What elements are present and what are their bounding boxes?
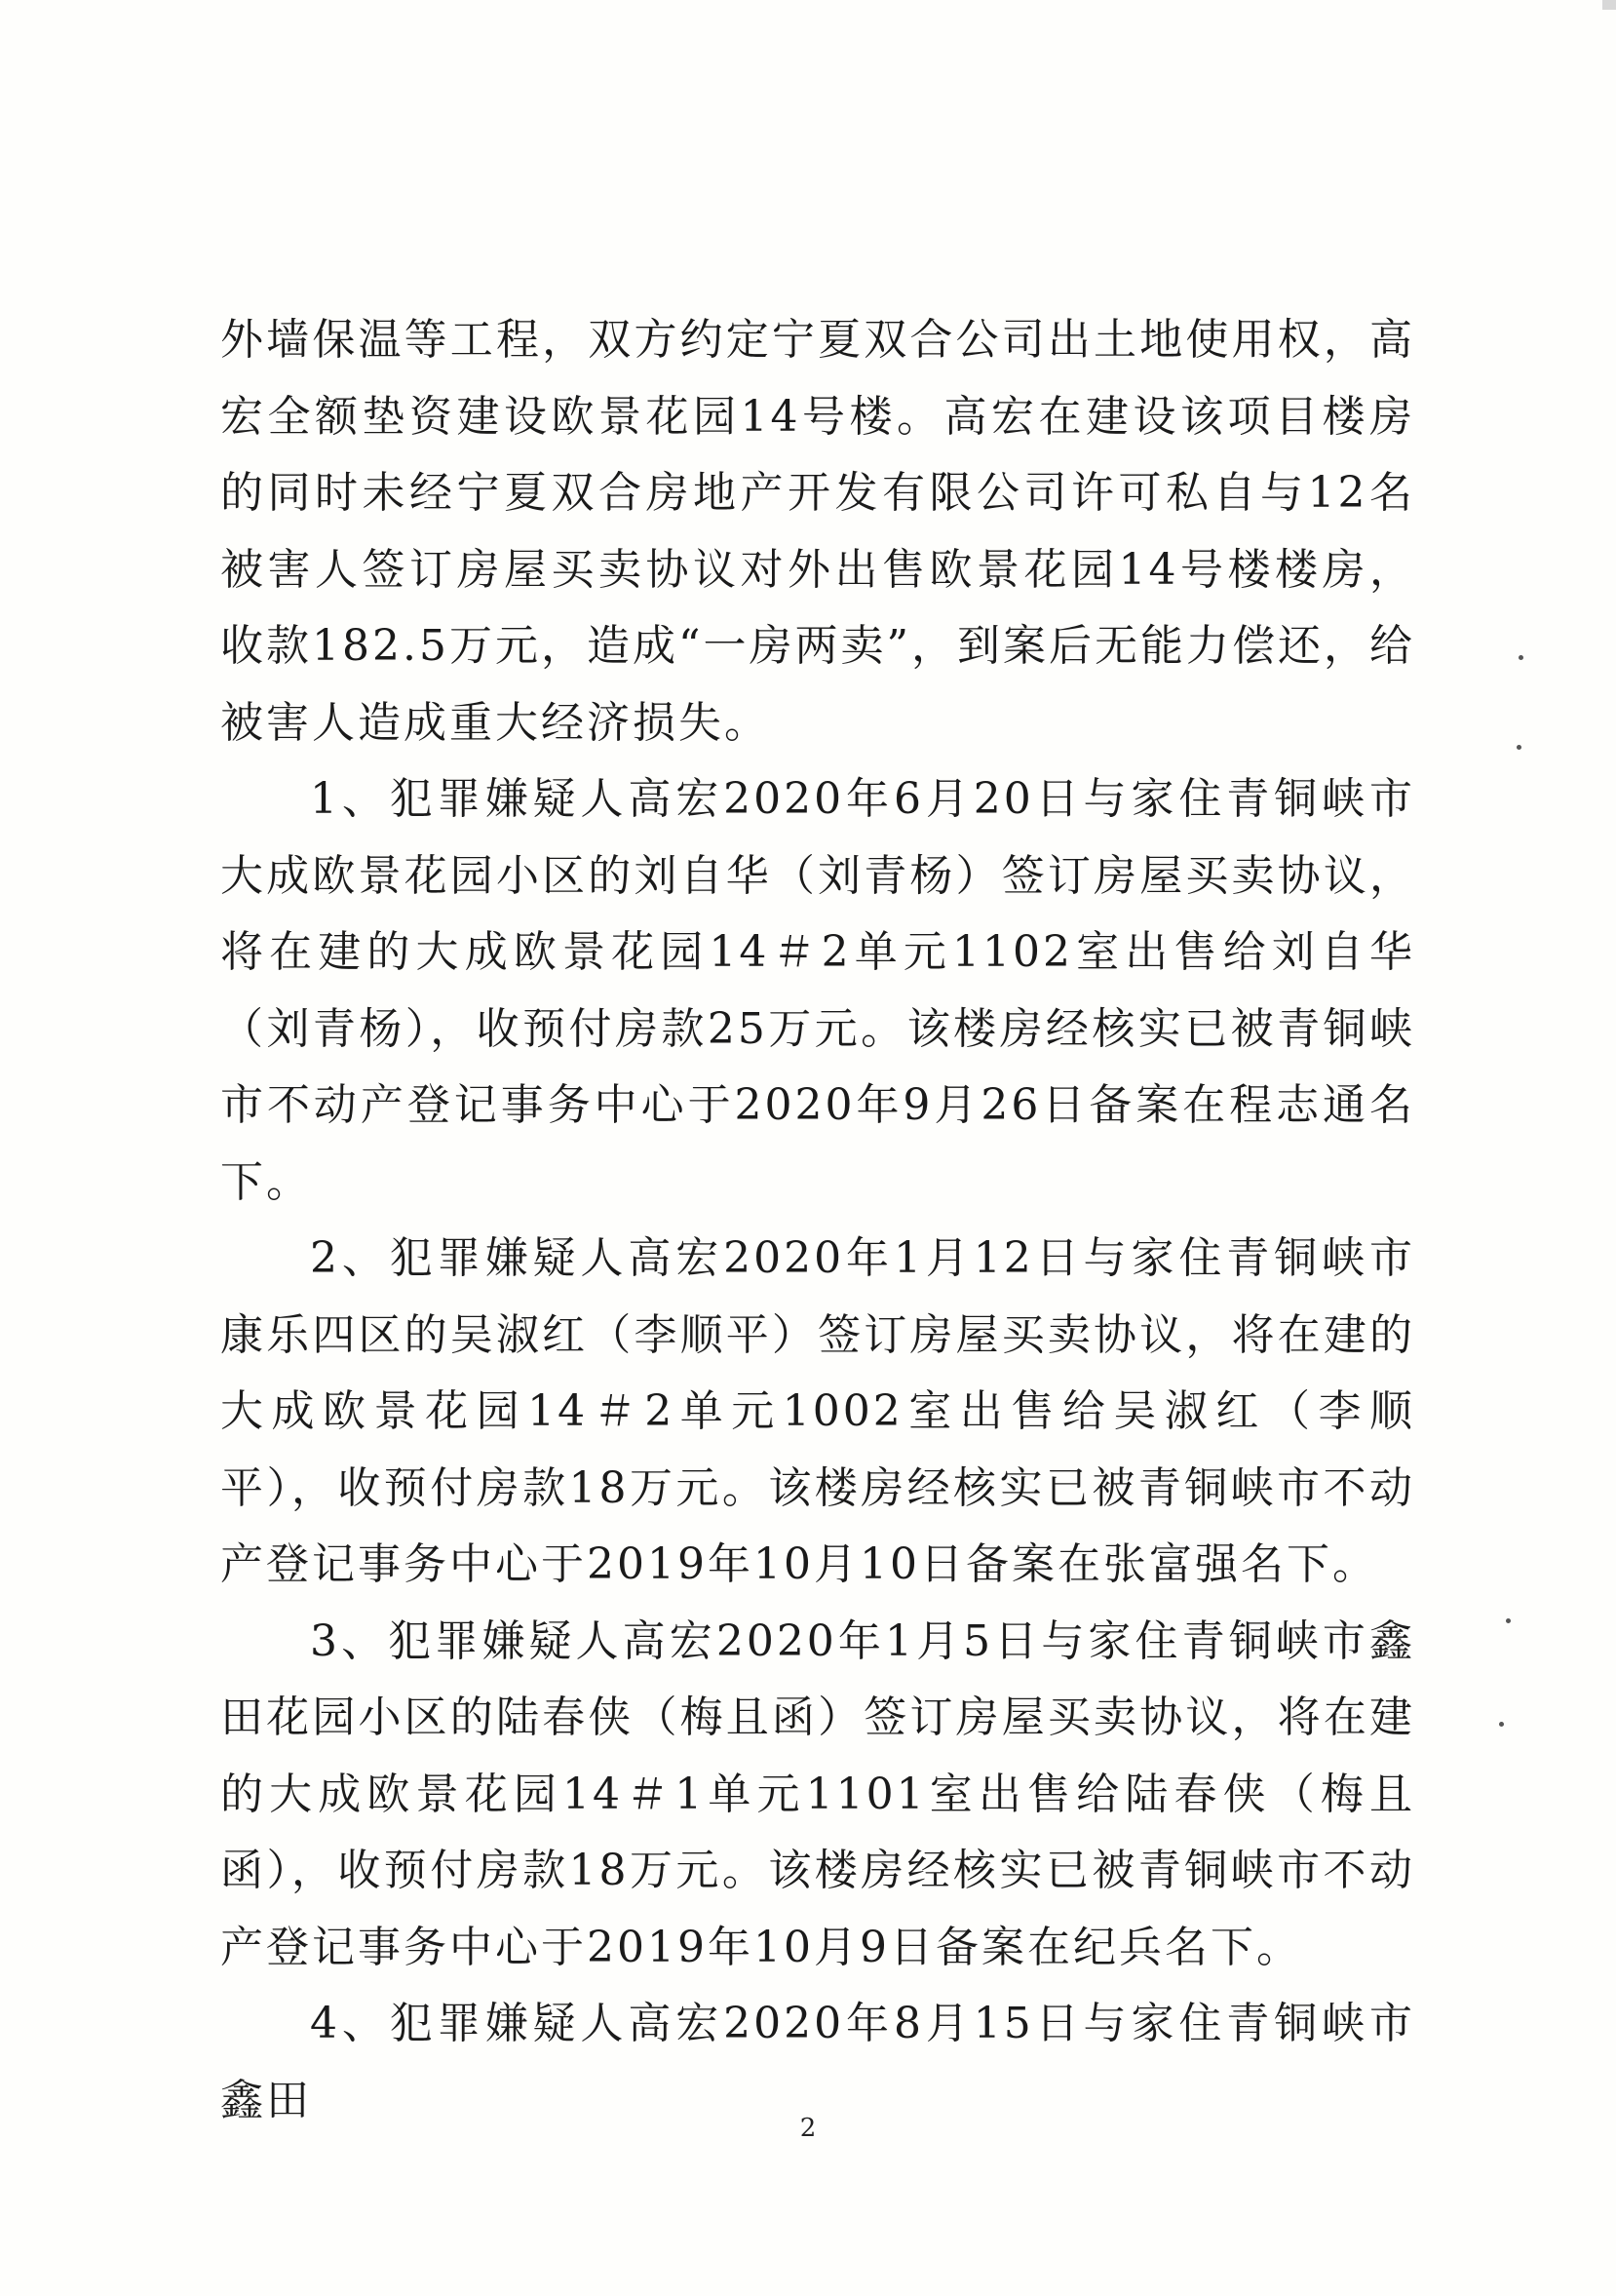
paragraph-item-2: 2、犯罪嫌疑人高宏2020年1月12日与家住青铜峡市康乐四区的吴淑红（李顺平）签订房屋买卖协议，将在建的大成欧景花园14＃2单元1002室出售给吴淑红（李顺平），收预付房款18万元。该楼房经核实已被青铜峡市不动产登记事务中心于2019年10月10日备案在张富强名下。 bbox=[220, 1233, 1415, 1589]
scan-corner-mark bbox=[1602, 0, 1616, 10]
paragraph-continuation: 外墙保温等工程，双方约定宁夏双合公司出土地使用权，高宏全额垫资建设欧景花园14号楼。高宏在建设该项目楼房的同时未经宁夏双合房地产开发有限公司许可私自与12名被害人签订房屋买卖协议对外出售欧景花园14号楼楼房，收款182.5万元，造成“一房两卖”，到案后无能力偿还，给被害人造成重大经济损失。 bbox=[220, 315, 1415, 748]
paragraph-item-1: 1、犯罪嫌疑人高宏2020年6月20日与家住青铜峡市大成欧景花园小区的刘自华（刘青杨）签订房屋买卖协议，将在建的大成欧景花园14＃2单元1102室出售给刘自华（刘青杨），收预付房款25万元。该楼房经核实已被青铜峡市不动产登记事务中心于2020年9月26日备案在程志通名下。 bbox=[220, 774, 1415, 1207]
scan-speck bbox=[1519, 655, 1523, 660]
paragraph-item-4: 4、犯罪嫌疑人高宏2020年8月15日与家住青铜峡市鑫田 bbox=[220, 1999, 1415, 2125]
paragraph-item-3: 3、犯罪嫌疑人高宏2020年1月5日与家住青铜峡市鑫田花园小区的陆春侠（梅且函）签订房屋买卖协议，将在建的大成欧景花园14＃1单元1101室出售给陆春侠（梅且函），收预付房款18万元。该楼房经核实已被青铜峡市不动产登记事务中心于2019年10月9日备案在纪兵名下。 bbox=[220, 1615, 1415, 1972]
page-number: 2 bbox=[799, 2114, 817, 2143]
scan-speck bbox=[1506, 1618, 1511, 1623]
scan-speck bbox=[1499, 1722, 1504, 1727]
scan-speck bbox=[1517, 745, 1521, 750]
body-text bbox=[220, 302, 1415, 2139]
